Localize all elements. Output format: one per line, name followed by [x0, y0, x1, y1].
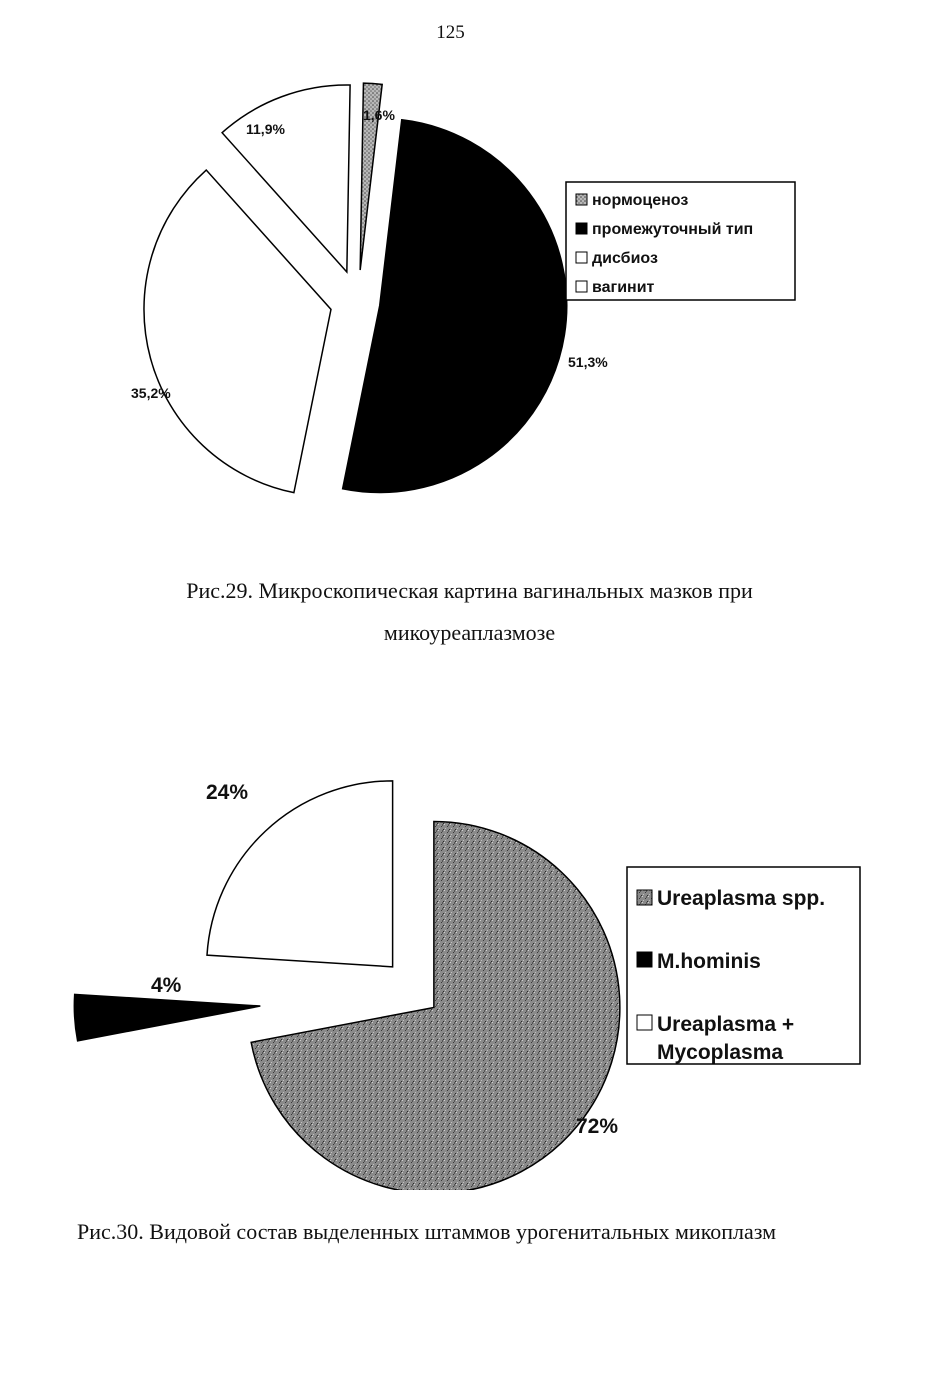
legend-label-mixed-line2: Mycoplasma	[657, 1041, 784, 1064]
legend-label-mixed-line1: Ureaplasma +	[657, 1013, 795, 1036]
legend-swatch-ureaplasma	[637, 890, 652, 905]
legend-swatch-vaginitis	[576, 281, 587, 292]
figure-caption-29: Рис.29. Микроскопическая картина вагинальных мазков при	[186, 578, 753, 603]
pie-slice-intermediate	[343, 120, 567, 493]
slice-label-dysbiosis: 11,9%	[246, 121, 285, 137]
legend-label-vaginitis: вагинит	[592, 279, 655, 296]
legend-swatch-mixed	[637, 1015, 652, 1030]
slice-label-mixed: 24%	[206, 781, 249, 804]
slice-label-vaginitis: 35,2%	[131, 385, 171, 401]
legend-label-normocenosis: нормоценоз	[592, 192, 689, 209]
figure-caption-30: Рис.30. Видовой состав выделенных штаммов урогенитальных микоплазм	[77, 1219, 777, 1244]
legend-swatch-intermediate	[576, 223, 587, 234]
slice-label-normocenosis: 1,6%	[363, 107, 395, 123]
pie-chart-vaginal-smears	[0, 80, 939, 520]
slice-label-intermediate: 51,3%	[568, 354, 608, 370]
pie-slice-mixed	[207, 781, 393, 967]
legend-swatch-m-hominis	[637, 952, 652, 967]
legend-swatch-normocenosis	[576, 194, 587, 205]
figure-caption-29-continued: микоуреаплазмозе	[383, 620, 556, 645]
pie-slice-m-hominis	[74, 994, 260, 1041]
legend-swatch-dysbiosis	[576, 252, 587, 263]
legend	[627, 867, 860, 1064]
pie-chart-mycoplasma-strains	[0, 740, 939, 1190]
slice-label-ureaplasma: 72%	[576, 1115, 619, 1138]
legend	[566, 182, 795, 300]
legend-label-intermediate: промежуточный тип	[592, 221, 754, 238]
legend-label-m-hominis: M.hominis	[657, 950, 761, 973]
legend-label-ureaplasma: Ureaplasma spp.	[657, 887, 826, 910]
slice-label-m-hominis: 4%	[151, 974, 182, 997]
page-number: 125	[436, 22, 465, 43]
legend-label-dysbiosis: дисбиоз	[592, 250, 658, 267]
